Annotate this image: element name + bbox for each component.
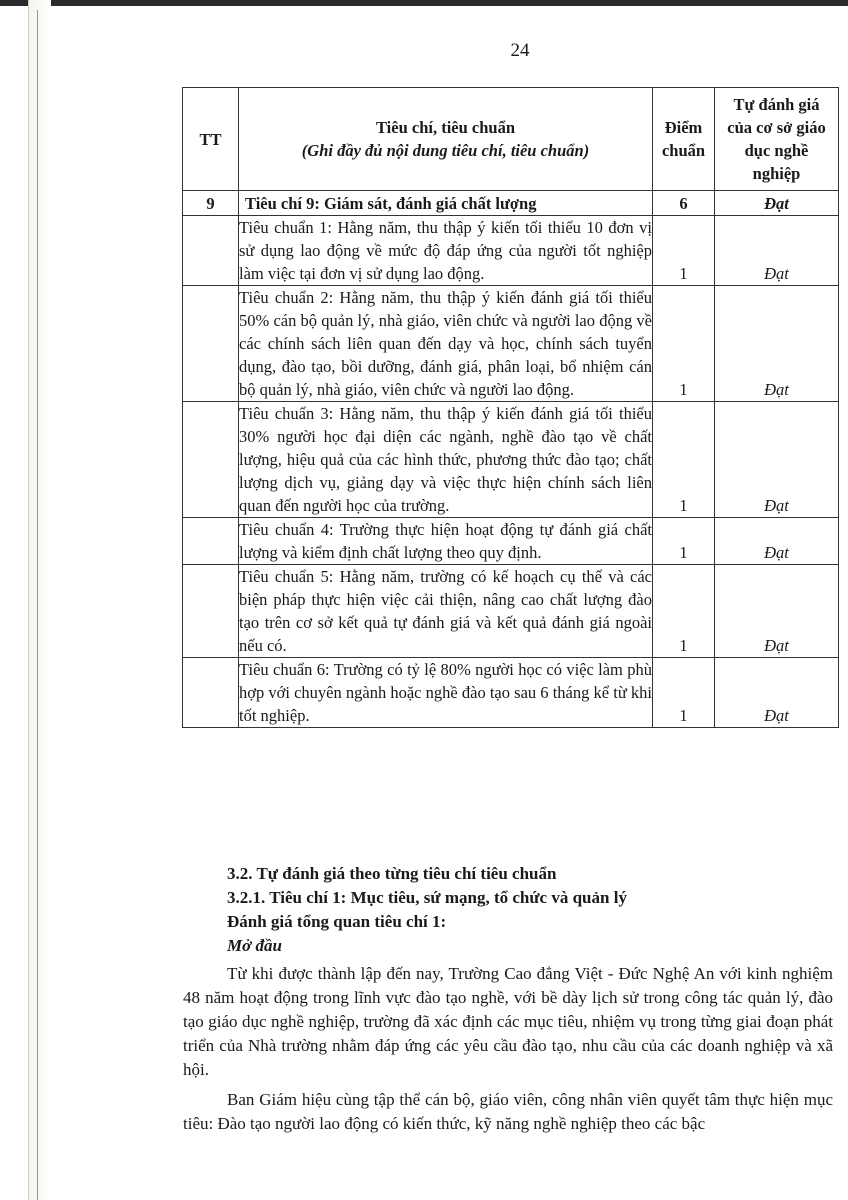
- empty-tt-cell: [183, 216, 239, 286]
- standard-text: Tiêu chuẩn 3: Hằng năm, thu thập ý kiến đánh giá tối thiểu 30% người học đại diện các ngành, nghề đào tạo về chất lượng, hiệu quả của các hình thức, phương thức đào tạo; chất lượng dịch vụ, giảng dạy và việc thực hiện chính sách liên quan đến người học của trường.: [239, 402, 653, 518]
- standard-text: Tiêu chuẩn 6: Trường có tỷ lệ 80% người học có việc làm phù hợp với chuyên ngành hoặc nghề đào tạo sau 6 tháng kể từ khi tốt nghiệp.: [239, 658, 653, 728]
- standard-result: Đạt: [715, 216, 839, 286]
- standard-score: 1: [653, 658, 715, 728]
- goal-paragraph: Ban Giám hiệu cùng tập thể cán bộ, giáo viên, công nhân viên quyết tâm thực hiện mục tiêu: Đào tạo người lao động có kiến thức, kỹ năng nghề nghiệp theo các bậc: [183, 1090, 833, 1133]
- standard-result: Đạt: [715, 518, 839, 565]
- criterion-title: Tiêu chí 9: Giám sát, đánh giá chất lượng: [239, 191, 653, 216]
- subsection-heading: 3.2.1. Tiêu chí 1: Mục tiêu, sứ mạng, tổ chức và quản lý: [227, 888, 627, 907]
- table-row: [183, 518, 839, 565]
- standard-text: Tiêu chuẩn 1: Hằng năm, thu thập ý kiến tối thiểu 10 đơn vị sử dụng lao động về mức độ đáp ứng của người tốt nghiệp làm việc tại đơn vị sử dụng lao động.: [239, 216, 653, 286]
- table-header-row: [183, 88, 839, 191]
- header-criteria-note: (Ghi đầy đủ nội dung tiêu chí, tiêu chuẩn): [301, 141, 590, 160]
- section-body: [183, 862, 833, 1136]
- empty-tt-cell: [183, 658, 239, 728]
- standard-result: Đạt: [715, 658, 839, 728]
- page-number: 24: [510, 40, 530, 61]
- table-row: [183, 565, 839, 658]
- table-row: [183, 286, 839, 402]
- standard-result: Đạt: [715, 402, 839, 518]
- intro-heading: Mở đầu: [227, 936, 282, 955]
- standard-score: 1: [653, 216, 715, 286]
- scan-page-edge-line: [37, 10, 38, 1200]
- overview-heading: Đánh giá tổng quan tiêu chí 1:: [227, 912, 447, 931]
- empty-tt-cell: [183, 286, 239, 402]
- criteria-table: [182, 87, 839, 728]
- table-row: [183, 658, 839, 728]
- standard-score: 1: [653, 518, 715, 565]
- criterion-number: 9: [183, 191, 239, 216]
- table-row: [183, 216, 839, 286]
- header-self-eval: Tự đánh giá của cơ sở giáo dục nghề nghiệp: [715, 88, 839, 191]
- empty-tt-cell: [183, 518, 239, 565]
- header-criteria-title: Tiêu chí, tiêu chuẩn: [375, 118, 516, 137]
- standard-score: 1: [653, 402, 715, 518]
- standard-text: Tiêu chuẩn 2: Hằng năm, thu thập ý kiến đánh giá tối thiểu 50% cán bộ quản lý, nhà giáo, viên chức và người lao động về các chính sách liên quan đến dạy và học, chính sách tuyển dụng, đào tạo, bồi dưỡng, đánh giá, phân loại, bổ nhiệm cán bộ quản lý, nhà giáo, viên chức và người lao động.: [239, 286, 653, 402]
- standard-text: Tiêu chuẩn 5: Hằng năm, trường có kế hoạch cụ thể và các biện pháp thực hiện việc cải thiện, nâng cao chất lượng đào tạo trên cơ sở kết quả tự đánh giá và kết quả đánh giá ngoài nếu có.: [239, 565, 653, 658]
- standard-score: 1: [653, 286, 715, 402]
- standard-text: Tiêu chuẩn 4: Trường thực hiện hoạt động tự đánh giá chất lượng và kiểm định chất lượng theo quy định.: [239, 518, 653, 565]
- header-score: Điểm chuẩn: [653, 88, 715, 191]
- intro-paragraph: Từ khi được thành lập đến nay, Trường Cao đẳng Việt - Đức Nghệ An với kinh nghiệm 48 năm hoạt động trong lĩnh vực đào tạo nghề, với bề dày lịch sử trong công tác quản lý, đào tạo giáo dục nghề nghiệp, trường đã xác định các mục tiêu, nhiệm vụ trong từng giai đoạn phát triển của Nhà trường nhằm đáp ứng các yêu cầu đào tạo, nhu cầu của các doanh nghiệp và xã hội.: [183, 964, 833, 1079]
- table-row: [183, 402, 839, 518]
- criterion-result: Đạt: [715, 191, 839, 216]
- header-tt: TT: [183, 88, 239, 191]
- section-heading: 3.2. Tự đánh giá theo từng tiêu chí tiêu chuẩn: [227, 864, 557, 883]
- standard-score: 1: [653, 565, 715, 658]
- criterion-row: [183, 191, 839, 216]
- scan-top-band: [0, 0, 848, 6]
- criterion-score: 6: [653, 191, 715, 216]
- scan-page-edge: [28, 0, 51, 1200]
- standard-result: Đạt: [715, 286, 839, 402]
- standard-result: Đạt: [715, 565, 839, 658]
- empty-tt-cell: [183, 565, 239, 658]
- header-criteria: [239, 88, 653, 191]
- empty-tt-cell: [183, 402, 239, 518]
